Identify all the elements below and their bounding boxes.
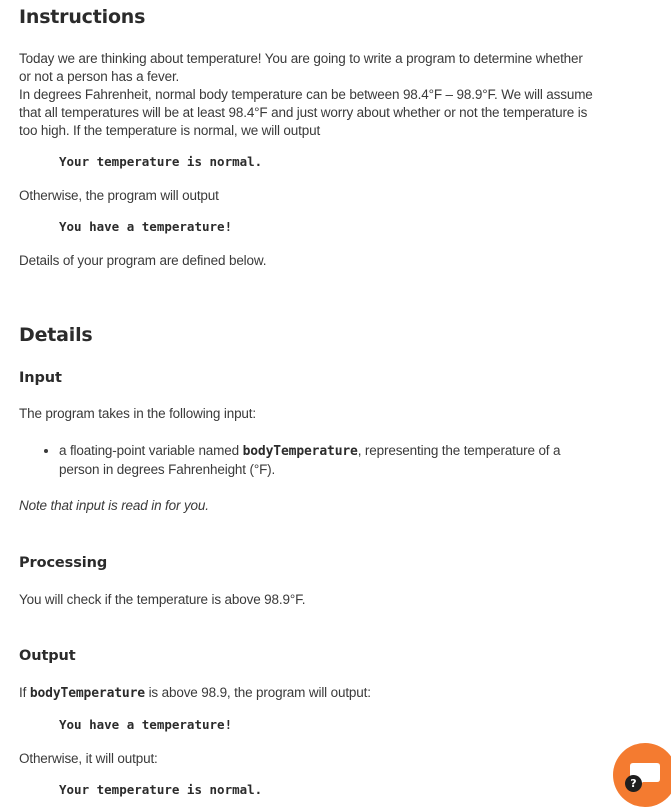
otherwise-text: Otherwise, the program will output	[19, 188, 219, 203]
normal-output-code: Your temperature is normal.	[59, 154, 263, 169]
output-body-temperature-var: bodyTemperature	[29, 686, 145, 701]
input-list-item	[59, 442, 619, 479]
input-heading: Input	[19, 370, 62, 386]
bullet-suffix: , representing the temperature of a	[357, 443, 561, 458]
output-lead-prefix: If	[19, 685, 30, 700]
temp-range-line-1: In degrees Fahrenheit, normal body temperature can be between 98.4°F – 98.9°F. We will assume	[19, 87, 593, 102]
output-otherwise-text: Otherwise, it will output:	[19, 751, 158, 766]
fever-output-code: You have a temperature!	[59, 219, 233, 234]
output-heading: Output	[19, 648, 76, 664]
bullet-line-2: person in degrees Fahrenheight (°F).	[59, 462, 276, 477]
processing-text: You will check if the temperature is above 98.9°F.	[19, 592, 306, 607]
input-lead: The program takes in the following input:	[19, 406, 256, 421]
details-note: Details of your program are defined below.	[19, 253, 267, 268]
input-list	[19, 442, 619, 479]
body-temperature-var: bodyTemperature	[242, 444, 358, 459]
input-note-text: Note that input is read in for you.	[19, 498, 209, 513]
output-lead-suffix: is above 98.9, the program will output:	[144, 685, 371, 700]
processing-heading: Processing	[19, 555, 108, 571]
temp-range-line-3: too high. If the temperature is normal, we will output	[19, 123, 321, 138]
input-note	[19, 497, 629, 515]
chat-support-button[interactable]	[613, 743, 671, 807]
intro-line-2: or not a person has a fever.	[19, 69, 180, 84]
details-heading: Details	[19, 324, 93, 346]
intro-line-1: Today we are thinking about temperature! You are going to write a program to determine whether	[19, 51, 583, 66]
intro-paragraph	[19, 50, 629, 140]
output-lead	[19, 684, 629, 703]
output-normal-code: Your temperature is normal.	[59, 782, 263, 797]
output-fever-code: You have a temperature!	[59, 717, 233, 732]
temp-range-line-2: that all temperatures will be at least 98.4°F and just worry about whether or not the temperature is	[19, 105, 588, 120]
help-badge[interactable]: ?	[625, 775, 642, 792]
instructions-heading: Instructions	[19, 6, 146, 28]
bullet-prefix: a floating-point variable named	[59, 443, 243, 458]
